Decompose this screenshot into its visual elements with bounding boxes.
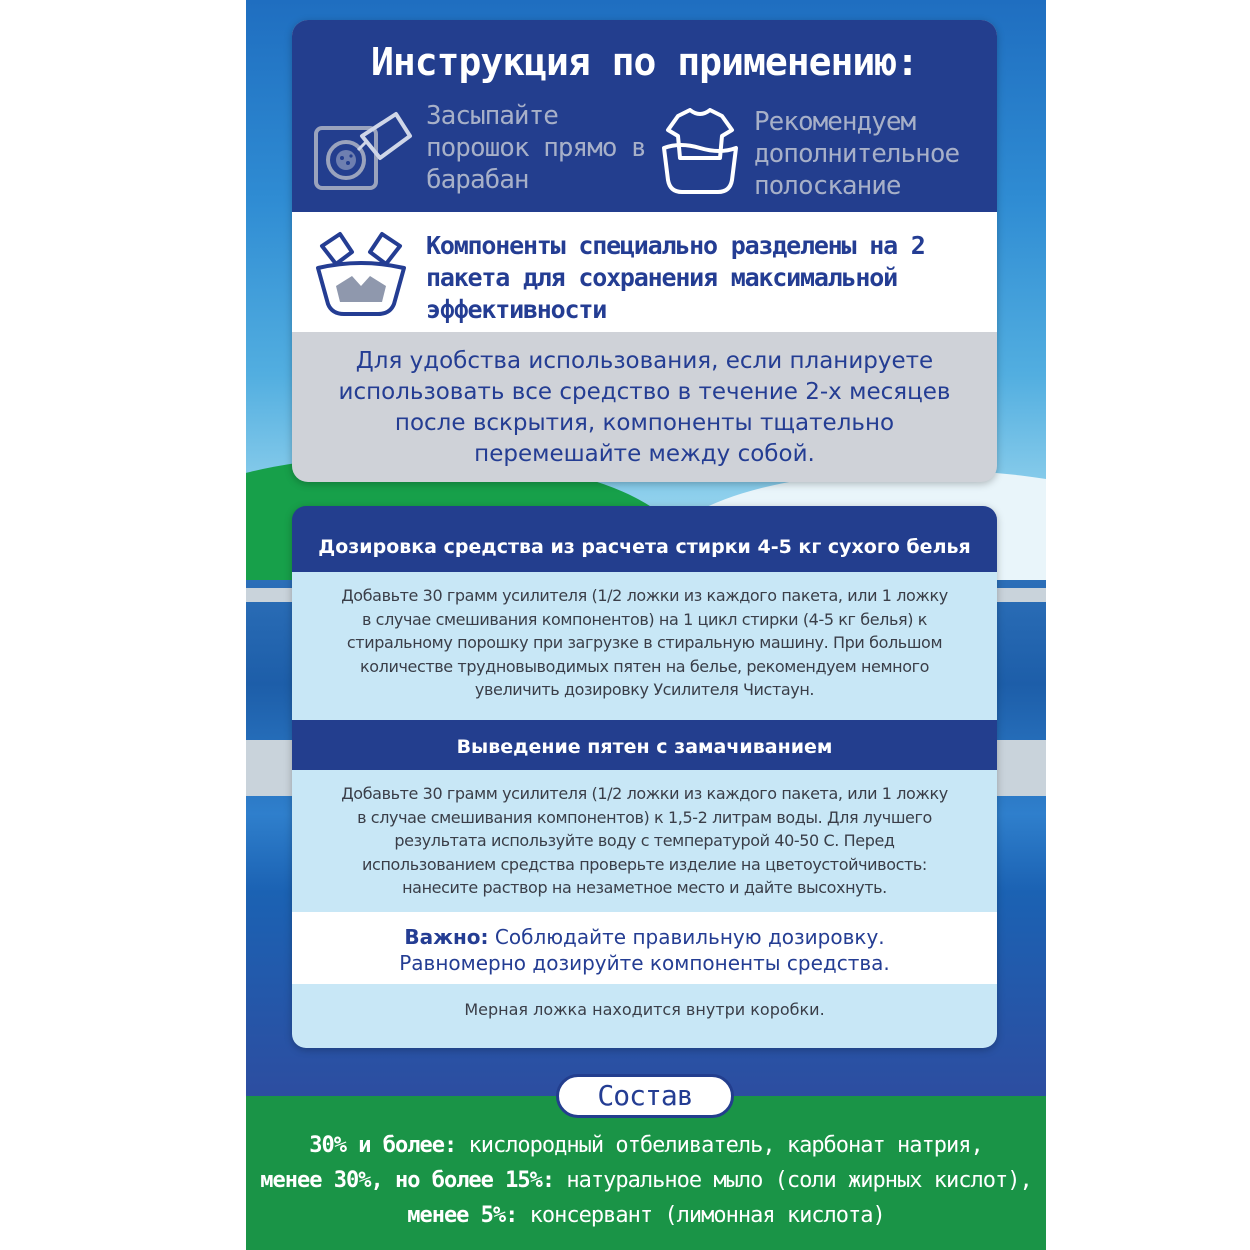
instructions-card [292, 20, 997, 482]
feature-rinse-text: Рекомендуем дополнительное полоскание [754, 107, 960, 201]
rinse-shirt-icon [660, 108, 740, 198]
washing-machine-icon [314, 106, 414, 196]
composition-line-2-text: натуральное мыло (соли жирных кислот), [566, 1168, 1032, 1193]
composition-line-3-label: менее 5%: [407, 1203, 518, 1228]
composition-line-2 [246, 1163, 1046, 1198]
dosage-soak-text [292, 770, 997, 912]
spoon-note: Мерная ложка находится внутри коробки. [292, 984, 997, 1048]
composition-line-2-label: менее 30%, но более 15%: [260, 1168, 555, 1193]
two-packets-icon [312, 228, 410, 320]
composition-line-1-label: 30% и более: [309, 1133, 457, 1158]
components-section [292, 212, 997, 332]
instructions-title: Инструкция по применению: [371, 40, 918, 84]
composition-title: Состав [556, 1074, 734, 1118]
dosage-soak-heading: Выведение пятен с замачиванием [456, 736, 833, 758]
important-text: Соблюдайте правильную дозировку. [494, 925, 885, 949]
composition-line-3 [246, 1198, 1046, 1233]
composition-line-1 [246, 1128, 1046, 1163]
composition-line-1-text: кислородный отбеливатель, карбонат натрия, [468, 1133, 983, 1158]
important-label: Важно: [404, 925, 489, 949]
feature-powder-text: Засыпайте порошок прямо в барабан [426, 101, 646, 195]
dosage-card [292, 506, 997, 1048]
composition-list [246, 1128, 1046, 1233]
instructions-header [292, 20, 997, 212]
important-note [292, 912, 997, 984]
composition-line-3-text: консервант (лимонная кислота) [529, 1203, 885, 1228]
dosage-wash-heading: Дозировка средства из расчета стирки 4-5 кг сухого белья [318, 536, 971, 558]
mixing-note: Для удобства использования, если планируете использовать все средство в течение 2-х месяцев после вскрытия, компоненты тщательно перемешайте между собой. [338, 348, 951, 467]
important-text-2: Равномерно дозируйте компоненты средства. [399, 951, 890, 975]
dosage-wash-text [292, 572, 997, 720]
dosage-soak-paragraph: Добавьте 30 грамм усилителя (1/2 ложки из каждого пакета, или 1 ложку в случае смешивания компонентов) к 1,5-2 литрам воды. Для лучшего результата используйте воду с температурой 40-50 С. Перед использованием средства проверьте изделие на цветоустойчивость: нанесите раствор на незаметное место и дайте высохнуть. [341, 784, 948, 897]
components-note: Компоненты специально разделены на 2 пакета для сохранения максимальной эффективности [426, 231, 925, 324]
dosage-wash-paragraph: Добавьте 30 грамм усилителя (1/2 ложки из каждого пакета, или 1 ложку в случае смешивания компонентов) на 1 цикл стирки (4-5 кг белья) к стиральному порошку при загрузке в стиральную машину. При большом количестве трудновыводимых пятен на белье, рекомендуем немного увеличить дозировку Усилителя Чистаун. [341, 586, 948, 699]
